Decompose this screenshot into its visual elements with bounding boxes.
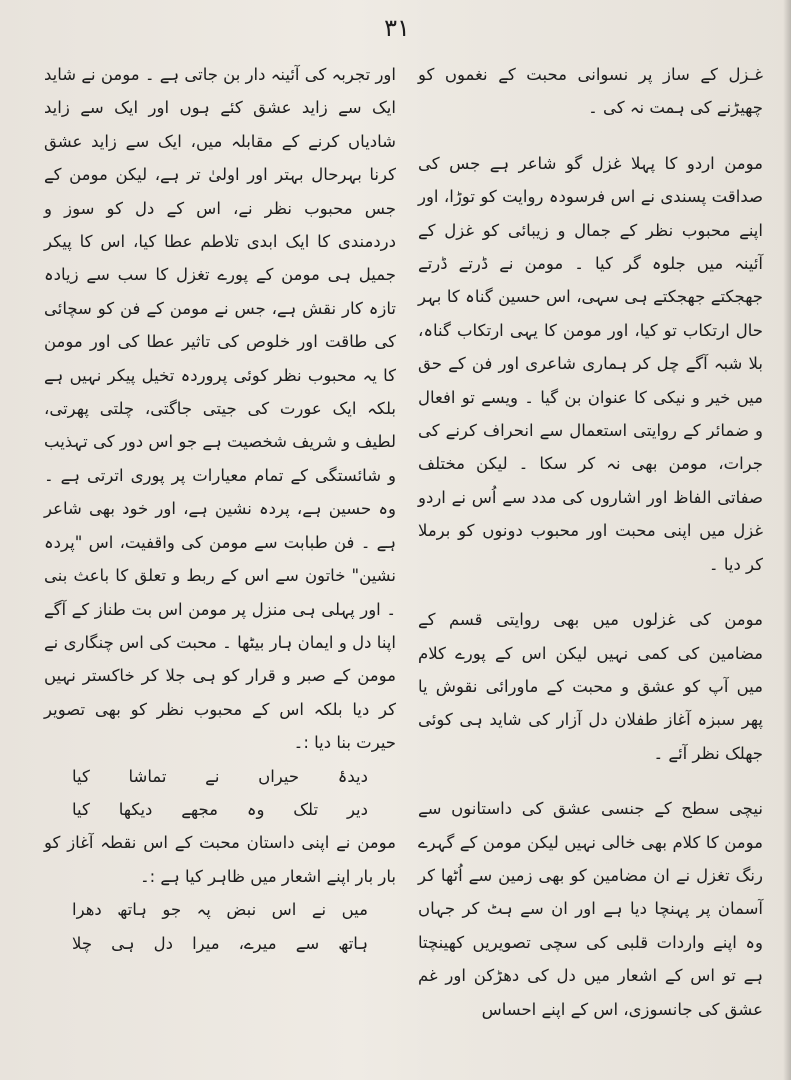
page-number: ۳۱	[384, 14, 410, 42]
verse-couplet-1	[44, 760, 396, 827]
verse-couplet-2	[44, 893, 396, 960]
left-paragraph-1: اور تجربہ کی آئینہ دار بن جاتی ہے ۔ مومن نے شاید ایک سے زاید عشق کئے ہوں اور ایک سے زاید شادیاں کرنے کے مقابلہ میں، ایک سے زاید عشق کرنا بہرحال بہتر اور اولیٰ تر ہے، لیکن مومن کے جس محبوب نظر نے، اس کے دل کو سوز و دردمندی کا ایک ابدی تلاطم عطا کیا، اس کا پیکر جمیل ہی مومن کے پورے تغزل کا سب سے زیادہ تازہ کار نقش ہے، جس نے مومن کے فن کو سچائی کی طاقت اور خلوص کی تاثیر عطا کی اور مومن کا یہ محبوب نظر کوئی پروردہ تخیل پیکر نہیں ہے بلکہ ایک عورت کی جیتی جاگتی، چلتی پھرتی، لطیف و شریف شخصیت ہے جو اس دور کی تہذیب و شائستگی کے تمام معیارات پر پوری اترتی ہے ۔ وہ حسین ہے، پردہ نشین ہے، اور خود بھی شاعر ہے ۔ فن طبابت سے مومن کی واقفیت، اس "پردہ نشین" خاتون سے اس کے ربط و تعلق کا باعث بنی ۔ اور پہلی ہی منزل پر مومن اس بت طناز کے آگے اپنا دل و ایمان ہار بیٹھا ۔ محبت کی اس چنگاری نے مومن کے صبر و قرار کو ہی جلا کر خاکستر نہیں کر دیا بلکہ اس کے محبوب نظر کو بھی تصویر حیرت بنا دیا :۔	[44, 65, 396, 753]
page-edge-shadow	[783, 0, 791, 1080]
right-paragraph-1: غـزل کے ساز پر نسوانی محبت کے نغموں کو چھیڑنے کی ہمت نہ کی ۔	[418, 65, 763, 118]
right-text-column	[418, 58, 763, 1048]
left-text-column	[44, 58, 396, 960]
left-paragraph-2: مومن نے اپنی داستان محبت کے اس نقطہ آغاز کو بار بار اپنے اشعار میں ظاہر کیا ہے :۔	[44, 833, 396, 886]
right-paragraph-3: مومن کی غزلوں میں بھی روایتی قسم کے مضامین کی کمی نہیں لیکن اس کے پورے کلام میں آپ کو عشق و محبت کے ماورائی نقوش یا پھر سبزہ آغاز طفلان دل آزار کی شاید ہی کوئی جھلک نظر آئے ۔	[418, 610, 763, 763]
right-paragraph-2: مومن اردو کا پہلا غزل گو شاعر ہے جس کی صداقت پسندی نے اس فرسودہ روایت کو توڑا، اور اپنے محبوب نظر کے جمال و زیبائی کو غزل کے آئینہ میں جلوہ گر کیا ۔ مومن نے ڈرتے ڈرتے جھجکتے جھجکتے ہی سہی، اس حسین گناہ کا بہر حال ارتکاب تو کیا، اور مومن کا یہی ارتکاب گناہ، بلا شبہ آگے چل کر ہماری شاعری اور فن کے حق میں خیر و نیکی کا عنوان بن گیا ۔ ویسے تو افعال و ضمائر کے روایتی استعمال سے انحراف کرنے کی جرات، مومن بھی نہ کر سکا ۔ لیکن مختلف صفاتی الفاظ اور اشاروں کی مدد سے اُس نے اردو غزل میں اپنی محبت اور محبوب دونوں کو برملا کر دیا ۔	[418, 153, 763, 574]
verse-line: دیر تلک وہ مجھے دیکھا کیا	[72, 799, 368, 819]
verse-line: دیدۂ حیراں نے تماشا کیا	[72, 766, 368, 786]
right-paragraph-4: نیچی سطح کے جنسی عشق کی داستانوں سے مومن کا کلام بھی خالی نہیں لیکن مومن کے گہرے رنگ تغزل نے ان مضامین کو بھی زمین سے اُٹھا کر آسمان پر پہنچا دیا ہے اور ان سے ہٹ کر جہاں وہ اپنے واردات قلبی کی سچی تصویریں کھینچتا ہے تو اس کے اشعار میں دل کی دھڑکن اور غم عشق کی جانسوزی، اس کے اپنے احساس	[418, 799, 763, 1019]
verse-line: میں نے اس نبض پہ جو ہاتھ دھرا	[72, 900, 368, 920]
verse-line: ہاتھ سے میرے، میرا دل ہی چلا	[72, 933, 368, 953]
